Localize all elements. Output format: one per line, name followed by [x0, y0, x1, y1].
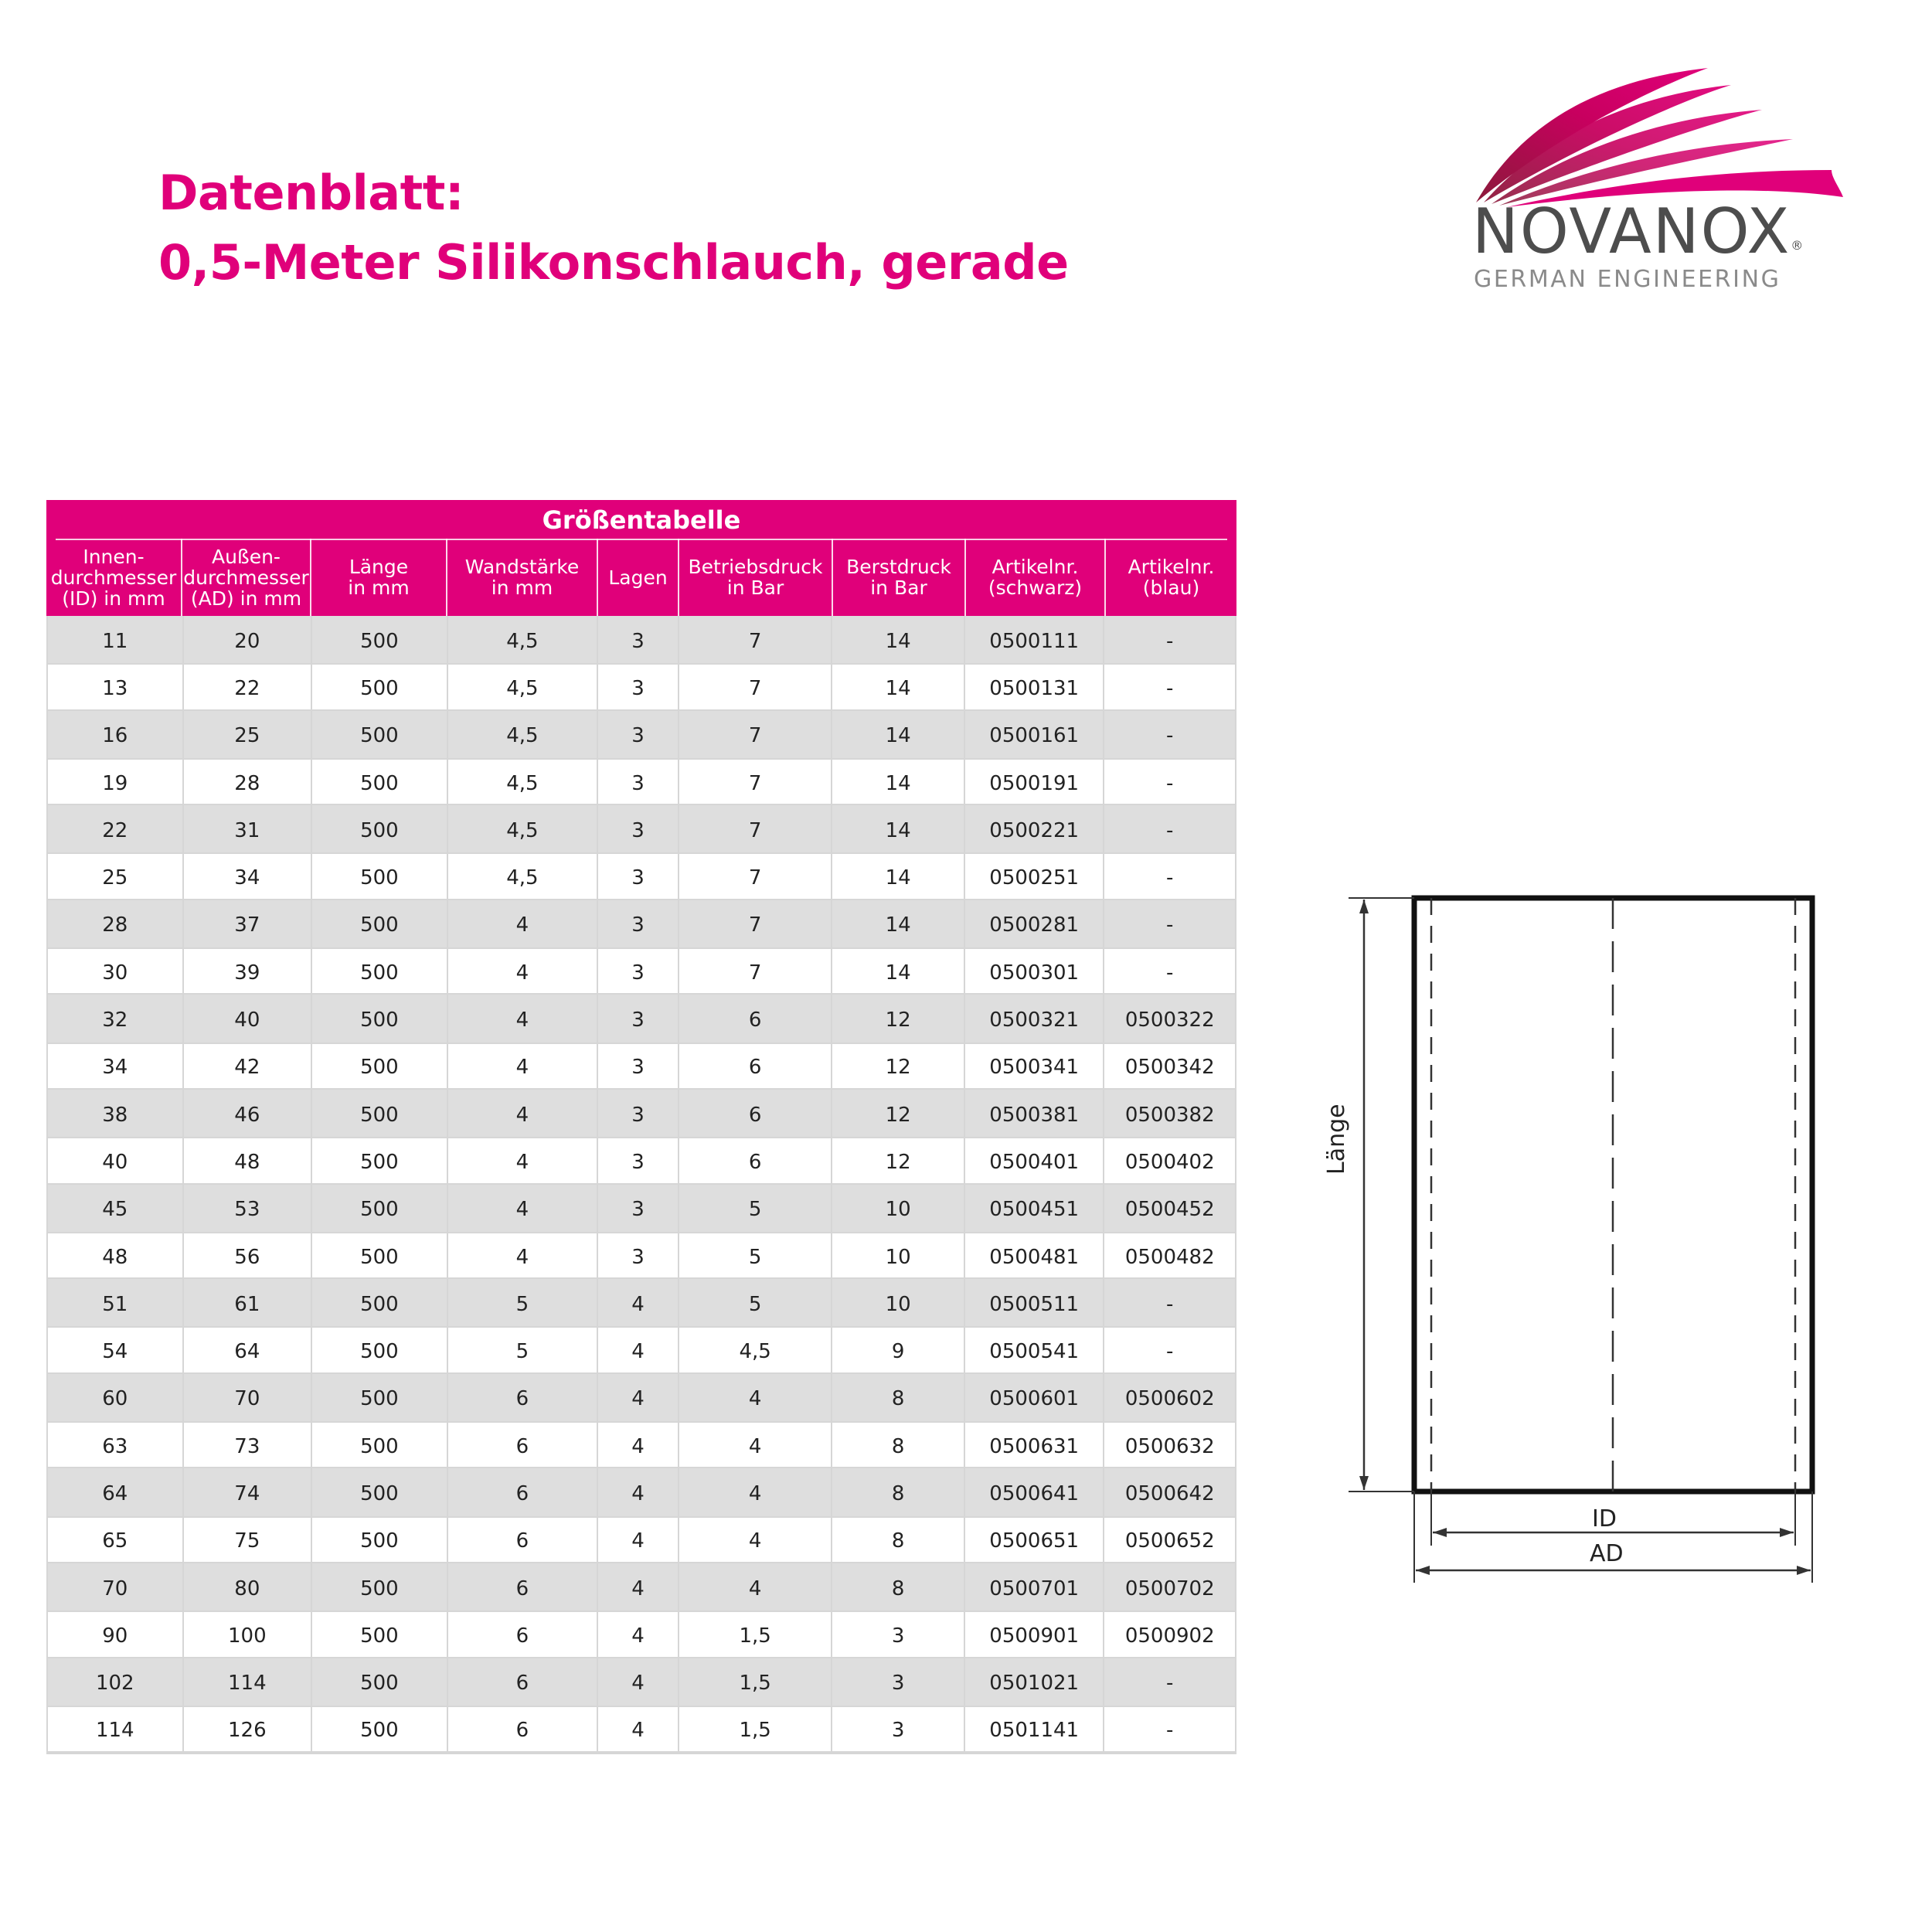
- table-cell-op-pressure: 6: [679, 1043, 832, 1090]
- table-cell-wall: 6: [448, 1611, 599, 1658]
- table-cell-op-pressure: 5: [679, 1279, 832, 1326]
- table-cell-art-blue: 0500902: [1104, 1611, 1235, 1658]
- table-cell-wall: 4: [448, 1232, 599, 1279]
- table-cell-art-black: 0500111: [965, 616, 1105, 663]
- column-header-wall: [447, 539, 598, 616]
- table-cell-art-black: 0500651: [965, 1516, 1105, 1563]
- table-cell-id: 51: [48, 1279, 184, 1326]
- table-cell-ad: 75: [184, 1516, 313, 1563]
- table-cell-ad: 74: [184, 1468, 313, 1515]
- table-cell-layers: 4: [598, 1658, 679, 1706]
- table-cell-op-pressure: 4,5: [679, 1326, 832, 1373]
- logo-arc-icon: [1468, 62, 1855, 209]
- column-header-art-black: [966, 539, 1106, 616]
- table-row: [48, 1232, 1235, 1279]
- table-cell-art-blue: 0500402: [1104, 1137, 1235, 1184]
- table-row: [48, 1326, 1235, 1373]
- table-row: [48, 758, 1235, 805]
- table-cell-art-blue: -: [1166, 818, 1174, 842]
- table-cell-length: 500: [312, 616, 448, 663]
- table-cell-length: 500: [312, 947, 448, 995]
- table-cell-id: 11: [48, 616, 184, 663]
- table-cell-art-black: 0500131: [965, 663, 1105, 710]
- table-cell-layers: 3: [598, 1043, 679, 1090]
- table-cell-burst-pressure: 9: [832, 1326, 965, 1373]
- table-cell-length: 500: [312, 1706, 448, 1753]
- table-cell-id: 32: [48, 995, 184, 1042]
- table-cell-art-blue: -: [1104, 1706, 1235, 1753]
- table-cell-art-blue: -: [1166, 1292, 1174, 1316]
- table-cell-wall: 4,5: [448, 758, 599, 805]
- table-cell-layers: 3: [598, 852, 679, 900]
- table-cell-art-black: 0500221: [965, 805, 1105, 852]
- table-cell-wall: 5: [448, 1279, 599, 1326]
- table-cell-art-blue: -: [1104, 1326, 1235, 1373]
- table-cell-ad: 70: [184, 1374, 313, 1421]
- table-cell-ad: 46: [184, 1090, 313, 1137]
- table-cell-art-blue: 0500342: [1104, 1043, 1235, 1090]
- table-cell-wall: 4: [448, 1185, 599, 1232]
- table-cell-wall: 4: [448, 947, 599, 995]
- table-cell-wall: 5: [448, 1326, 599, 1373]
- column-header-label: Betriebsdruck in Bar: [688, 556, 823, 599]
- table-cell-ad: 53: [184, 1185, 313, 1232]
- table-cell-burst-pressure: 8: [832, 1421, 965, 1468]
- table-cell-id: 54: [48, 1326, 184, 1373]
- table-cell-length: 500: [312, 1658, 448, 1706]
- table-cell-layers: 3: [598, 711, 679, 758]
- table-cell-op-pressure: 4: [679, 1516, 832, 1563]
- table-row: [48, 1043, 1235, 1090]
- table-header: [46, 500, 1236, 616]
- table-cell-burst-pressure: 14: [832, 711, 965, 758]
- table-cell-ad: 42: [184, 1043, 313, 1090]
- table-row: [48, 1279, 1235, 1326]
- table-cell-art-blue: 0500382: [1124, 1103, 1215, 1127]
- column-headers: [46, 539, 1236, 616]
- table-cell-art-blue: 0500602: [1124, 1387, 1215, 1411]
- table-body: [46, 616, 1236, 1754]
- table-cell-burst-pressure: 14: [832, 663, 965, 710]
- table-cell-ad: 48: [184, 1137, 313, 1184]
- table-cell-art-black: 0500631: [965, 1421, 1105, 1468]
- table-cell-art-black: 0500321: [965, 995, 1105, 1042]
- table-row: [48, 1468, 1235, 1515]
- table-cell-id: 38: [48, 1090, 184, 1137]
- table-cell-wall: 4,5: [448, 852, 599, 900]
- table-cell-id: 45: [48, 1185, 184, 1232]
- table-cell-op-pressure: 1,5: [679, 1611, 832, 1658]
- table-cell-layers: 4: [598, 1611, 679, 1658]
- table-cell-ad: 80: [184, 1563, 313, 1611]
- table-cell-ad: 31: [184, 805, 313, 852]
- table-cell-burst-pressure: 12: [832, 995, 965, 1042]
- table-row: [48, 1516, 1235, 1563]
- header-divider: [56, 539, 1227, 540]
- table-cell-layers: 4: [598, 1468, 679, 1515]
- table-cell-id: 19: [48, 758, 184, 805]
- table-cell-wall: 4,5: [448, 711, 599, 758]
- table-row: [48, 947, 1235, 995]
- table-cell-art-black: 0501141: [965, 1706, 1105, 1753]
- table-cell-op-pressure: 4: [679, 1374, 832, 1421]
- table-cell-op-pressure: 7: [679, 711, 832, 758]
- table-cell-ad: 20: [184, 616, 313, 663]
- table-cell-length: 500: [312, 663, 448, 710]
- novanox-logo: [1468, 62, 1855, 301]
- table-cell-art-blue: 0500452: [1124, 1198, 1215, 1222]
- table-cell-ad: 56: [184, 1232, 313, 1279]
- table-row: [48, 711, 1235, 758]
- table-cell-layers: 3: [598, 663, 679, 710]
- column-header-ad: [182, 539, 311, 616]
- table-cell-art-black: 0500511: [965, 1279, 1105, 1326]
- table-cell-art-black: 0500601: [965, 1374, 1105, 1421]
- table-cell-art-black: 0500481: [965, 1232, 1105, 1279]
- table-cell-ad: 61: [184, 1279, 313, 1326]
- table-cell-id: 102: [48, 1658, 184, 1706]
- table-cell-burst-pressure: 3: [832, 1658, 965, 1706]
- column-header-label: Artikelnr. (schwarz): [988, 556, 1083, 599]
- table-cell-id: 40: [48, 1137, 184, 1184]
- table-cell-art-blue: -: [1104, 758, 1235, 805]
- table-cell-wall: 6: [448, 1421, 599, 1468]
- table-cell-art-blue: 0500702: [1124, 1577, 1215, 1600]
- page-title: [158, 158, 1069, 298]
- table-row: [48, 805, 1235, 852]
- table-cell-layers: 3: [598, 995, 679, 1042]
- table-cell-burst-pressure: 12: [832, 1137, 965, 1184]
- table-cell-length: 500: [312, 1374, 448, 1421]
- table-cell-wall: 4: [448, 1137, 599, 1184]
- table-cell-length: 500: [312, 1326, 448, 1373]
- table-cell-wall: 6: [448, 1468, 599, 1515]
- table-cell-burst-pressure: 14: [832, 805, 965, 852]
- table-cell-length: 500: [312, 1421, 448, 1468]
- table-cell-burst-pressure: 8: [832, 1563, 965, 1611]
- table-cell-id: 30: [48, 947, 184, 995]
- table-cell-art-black: 0500451: [965, 1185, 1105, 1232]
- logo-registered-mark: ®: [1791, 238, 1805, 253]
- table-cell-burst-pressure: 10: [832, 1232, 965, 1279]
- table-cell-length: 500: [312, 1563, 448, 1611]
- table-cell-length: 500: [312, 1611, 448, 1658]
- ad-label: AD: [1590, 1540, 1624, 1567]
- id-label: ID: [1592, 1505, 1617, 1532]
- table-cell-length: 500: [312, 995, 448, 1042]
- table-cell-id: 114: [48, 1706, 184, 1753]
- table-cell-art-blue: -: [1166, 629, 1174, 653]
- table-cell-art-black: 0500701: [965, 1563, 1105, 1611]
- table-cell-op-pressure: 7: [679, 900, 832, 947]
- table-cell-wall: 6: [448, 1563, 599, 1611]
- table-cell-op-pressure: 6: [679, 1137, 832, 1184]
- table-cell-op-pressure: 7: [679, 805, 832, 852]
- table-cell-art-blue: -: [1166, 724, 1174, 748]
- table-row: [48, 663, 1235, 710]
- table-cell-op-pressure: 7: [679, 616, 832, 663]
- table-cell-length: 500: [312, 900, 448, 947]
- column-header-burst-pressure: [833, 539, 966, 616]
- length-label: Länge: [1323, 1104, 1350, 1175]
- table-cell-wall: 6: [448, 1658, 599, 1706]
- table-row: [48, 616, 1235, 663]
- table-cell-layers: 3: [598, 805, 679, 852]
- table-cell-burst-pressure: 8: [832, 1374, 965, 1421]
- table-cell-length: 500: [312, 805, 448, 852]
- table-cell-art-black: 0500301: [965, 947, 1105, 995]
- table-cell-ad: 34: [184, 852, 313, 900]
- table-cell-burst-pressure: 14: [832, 616, 965, 663]
- table-cell-layers: 4: [598, 1374, 679, 1421]
- table-cell-op-pressure: 7: [679, 852, 832, 900]
- size-table: [46, 500, 1236, 1754]
- table-cell-op-pressure: 1,5: [679, 1658, 832, 1706]
- table-cell-layers: 4: [598, 1706, 679, 1753]
- table-cell-layers: 3: [598, 616, 679, 663]
- table-row: [48, 1658, 1235, 1706]
- table-cell-layers: 4: [598, 1563, 679, 1611]
- table-cell-ad: 126: [184, 1706, 313, 1753]
- logo-wordmark: [1472, 197, 1847, 267]
- table-cell-ad: 73: [184, 1421, 313, 1468]
- logo-brand-text: NOVANOX: [1472, 196, 1791, 267]
- table-cell-burst-pressure: 14: [832, 900, 965, 947]
- table-cell-art-blue: 0500322: [1124, 1009, 1215, 1032]
- table-cell-art-blue: 0500482: [1104, 1232, 1235, 1279]
- table-cell-art-black: 0500401: [965, 1137, 1105, 1184]
- column-header-label: Lagen: [608, 566, 668, 589]
- table-cell-id: 22: [48, 805, 184, 852]
- column-header-label: Berstdruck in Bar: [846, 556, 951, 599]
- table-cell-layers: 3: [598, 1137, 679, 1184]
- table-cell-layers: 3: [598, 758, 679, 805]
- table-cell-id: 28: [48, 900, 184, 947]
- table-cell-id: 70: [48, 1563, 184, 1611]
- table-cell-ad: 37: [184, 900, 313, 947]
- table-cell-id: 65: [48, 1516, 184, 1563]
- table-cell-op-pressure: 7: [679, 663, 832, 710]
- table-cell-burst-pressure: 14: [832, 852, 965, 900]
- table-cell-wall: 4,5: [448, 663, 599, 710]
- table-cell-length: 500: [312, 711, 448, 758]
- table-cell-id: 48: [48, 1232, 184, 1279]
- table-cell-ad: 114: [184, 1658, 313, 1706]
- table-cell-length: 500: [312, 1090, 448, 1137]
- hose-drawing: [1306, 889, 1839, 1600]
- table-cell-id: 13: [48, 663, 184, 710]
- table-cell-ad: 22: [184, 663, 313, 710]
- column-header-label: Innen- durchmesser (ID) in mm: [50, 545, 177, 610]
- column-header-label: Wandstärke in mm: [464, 556, 580, 599]
- logo-tagline: GERMAN ENGINEERING: [1474, 266, 1781, 293]
- table-cell-art-blue: -: [1104, 947, 1235, 995]
- table-row: [48, 900, 1235, 947]
- table-cell-wall: 6: [448, 1516, 599, 1563]
- table-cell-op-pressure: 4: [679, 1468, 832, 1515]
- table-cell-ad: 39: [184, 947, 313, 995]
- table-cell-layers: 4: [598, 1279, 679, 1326]
- table-cell-op-pressure: 4: [679, 1563, 832, 1611]
- table-cell-op-pressure: 6: [679, 1090, 832, 1137]
- table-cell-layers: 3: [598, 900, 679, 947]
- column-header-op-pressure: [679, 539, 833, 616]
- table-cell-ad: 40: [184, 995, 313, 1042]
- table-row: [48, 1137, 1235, 1184]
- column-header-label: Länge in mm: [348, 556, 410, 599]
- table-cell-burst-pressure: 3: [832, 1611, 965, 1658]
- table-cell-wall: 4,5: [448, 805, 599, 852]
- table-cell-art-black: 0500251: [965, 852, 1105, 900]
- table-cell-art-blue: 0500632: [1104, 1421, 1235, 1468]
- table-cell-ad: 100: [184, 1611, 313, 1658]
- table-cell-wall: 6: [448, 1374, 599, 1421]
- table-title: Größentabelle: [542, 505, 741, 535]
- table-cell-layers: 3: [598, 1090, 679, 1137]
- table-cell-burst-pressure: 10: [832, 1279, 965, 1326]
- table-cell-wall: 4: [448, 900, 599, 947]
- table-cell-art-black: 0500191: [965, 758, 1105, 805]
- table-cell-art-black: 0500901: [965, 1611, 1105, 1658]
- table-cell-wall: 6: [448, 1706, 599, 1753]
- table-cell-art-black: 0500341: [965, 1043, 1105, 1090]
- table-cell-length: 500: [312, 1185, 448, 1232]
- title-line-1: Datenblatt:: [158, 165, 464, 221]
- table-row: [48, 852, 1235, 900]
- table-cell-art-black: 0500381: [965, 1090, 1105, 1137]
- table-cell-art-black: 0500641: [965, 1468, 1105, 1515]
- table-row: [48, 1563, 1235, 1611]
- table-cell-length: 500: [312, 1137, 448, 1184]
- title-line-2: 0,5-Meter Silikonschlauch, gerade: [158, 234, 1069, 291]
- table-cell-layers: 4: [598, 1326, 679, 1373]
- table-row: [48, 1706, 1235, 1753]
- table-row: [48, 1421, 1235, 1468]
- table-cell-wall: 4: [448, 1090, 599, 1137]
- table-row: [48, 1185, 1235, 1232]
- column-header-layers: [598, 539, 679, 616]
- table-cell-length: 500: [312, 1232, 448, 1279]
- column-header-id: [46, 539, 182, 616]
- table-cell-op-pressure: 1,5: [679, 1706, 832, 1753]
- table-cell-layers: 3: [598, 1232, 679, 1279]
- table-cell-ad: 25: [184, 711, 313, 758]
- table-cell-id: 90: [48, 1611, 184, 1658]
- table-cell-wall: 4: [448, 1043, 599, 1090]
- table-cell-id: 34: [48, 1043, 184, 1090]
- table-cell-art-black: 0500161: [965, 711, 1105, 758]
- table-cell-length: 500: [312, 1516, 448, 1563]
- table-cell-op-pressure: 5: [679, 1185, 832, 1232]
- table-cell-art-black: 0500541: [965, 1326, 1105, 1373]
- table-cell-burst-pressure: 14: [832, 947, 965, 995]
- table-cell-wall: 4: [448, 995, 599, 1042]
- table-row: [48, 995, 1235, 1042]
- table-cell-id: 63: [48, 1421, 184, 1468]
- table-row: [48, 1090, 1235, 1137]
- table-cell-op-pressure: 7: [679, 758, 832, 805]
- hose-dimension-diagram: [1306, 889, 1839, 1600]
- table-cell-art-blue: -: [1166, 1672, 1174, 1696]
- table-cell-id: 64: [48, 1468, 184, 1515]
- table-cell-wall: 4,5: [448, 616, 599, 663]
- table-cell-layers: 3: [598, 1185, 679, 1232]
- table-row: [48, 1374, 1235, 1421]
- table-cell-art-blue: -: [1166, 913, 1174, 937]
- table-cell-burst-pressure: 3: [832, 1706, 965, 1753]
- column-header-art-blue: [1106, 539, 1236, 616]
- table-row: [48, 1611, 1235, 1658]
- table-cell-id: 60: [48, 1374, 184, 1421]
- table-cell-layers: 4: [598, 1421, 679, 1468]
- column-header-label: Außen- durchmesser (AD) in mm: [183, 545, 309, 610]
- table-cell-length: 500: [312, 1043, 448, 1090]
- table-cell-length: 500: [312, 758, 448, 805]
- table-cell-burst-pressure: 10: [832, 1185, 965, 1232]
- table-cell-op-pressure: 7: [679, 947, 832, 995]
- column-header-length: [311, 539, 447, 616]
- table-cell-art-black: 0500281: [965, 900, 1105, 947]
- table-cell-art-blue: 0500652: [1104, 1516, 1235, 1563]
- table-cell-art-blue: 0500642: [1124, 1481, 1215, 1505]
- table-cell-art-blue: -: [1104, 852, 1235, 900]
- table-cell-burst-pressure: 12: [832, 1090, 965, 1137]
- table-cell-length: 500: [312, 852, 448, 900]
- table-cell-ad: 28: [184, 758, 313, 805]
- table-cell-length: 500: [312, 1279, 448, 1326]
- table-cell-art-blue: -: [1104, 663, 1235, 710]
- table-cell-id: 25: [48, 852, 184, 900]
- table-cell-ad: 64: [184, 1326, 313, 1373]
- table-cell-layers: 4: [598, 1516, 679, 1563]
- table-cell-burst-pressure: 14: [832, 758, 965, 805]
- table-cell-id: 16: [48, 711, 184, 758]
- table-cell-op-pressure: 5: [679, 1232, 832, 1279]
- table-cell-length: 500: [312, 1468, 448, 1515]
- table-cell-layers: 3: [598, 947, 679, 995]
- table-cell-burst-pressure: 8: [832, 1468, 965, 1515]
- table-cell-art-black: 0501021: [965, 1658, 1105, 1706]
- table-cell-burst-pressure: 8: [832, 1516, 965, 1563]
- table-cell-op-pressure: 6: [679, 995, 832, 1042]
- table-cell-burst-pressure: 12: [832, 1043, 965, 1090]
- table-cell-op-pressure: 4: [679, 1421, 832, 1468]
- column-header-label: Artikelnr. (blau): [1128, 556, 1215, 599]
